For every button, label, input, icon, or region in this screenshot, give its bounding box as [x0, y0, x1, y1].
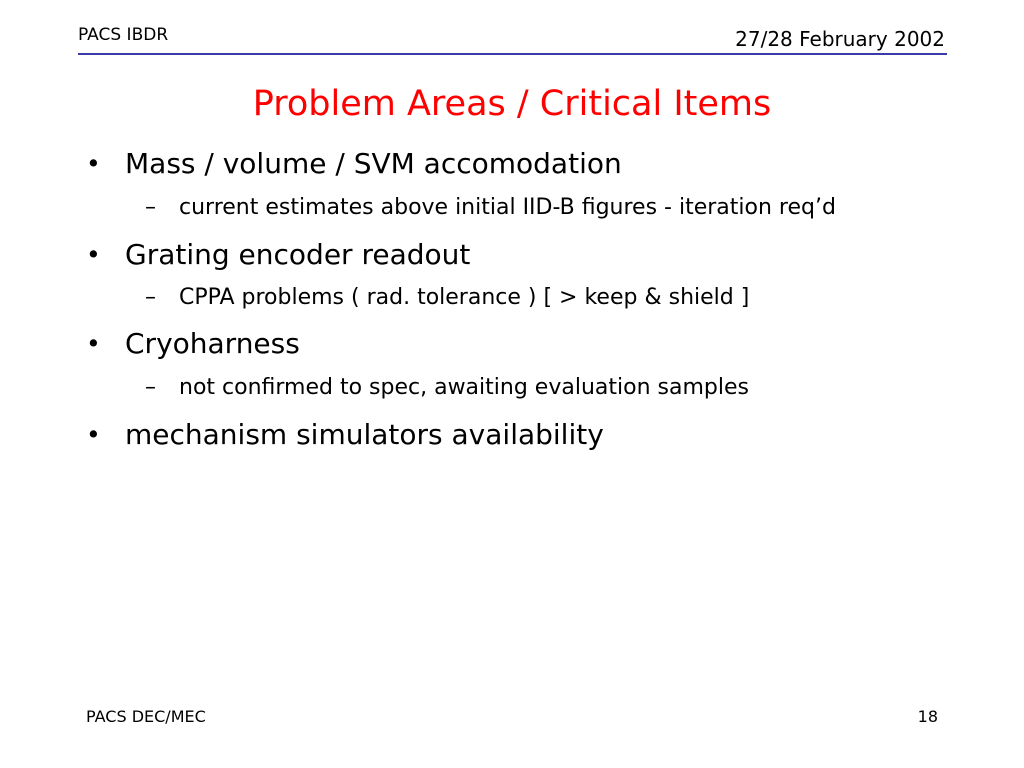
bullet-icon: •: [86, 149, 101, 178]
header-left-label: PACS IBDR: [78, 25, 169, 45]
footer-left-label: PACS DEC/MEC: [86, 707, 206, 726]
bullet-text: mechanism simulators availability: [125, 418, 604, 451]
slide-title: Problem Areas / Critical Items: [252, 84, 772, 124]
header-date: 27/28 February 2002: [735, 27, 945, 51]
bullet-icon: •: [86, 329, 101, 358]
dash-icon: –: [145, 195, 156, 220]
bullet-icon: •: [86, 420, 101, 449]
bullet-icon: •: [86, 240, 101, 269]
sub-bullet-text: CPPA problems ( rad. tolerance ) [ > keep & shield ]: [179, 285, 750, 310]
sub-bullet-text: current estimates above initial IID-B figures - iteration req’d: [179, 195, 836, 220]
bullet-text: Mass / volume / SVM accomodation: [125, 147, 622, 180]
dash-icon: –: [145, 285, 156, 310]
dash-icon: –: [145, 375, 156, 400]
bullet-text: Grating encoder readout: [125, 238, 471, 271]
bullet-text: Cryoharness: [125, 327, 300, 360]
sub-bullet-text: not confirmed to spec, awaiting evaluation samples: [179, 375, 749, 400]
page-number: 18: [917, 707, 938, 726]
